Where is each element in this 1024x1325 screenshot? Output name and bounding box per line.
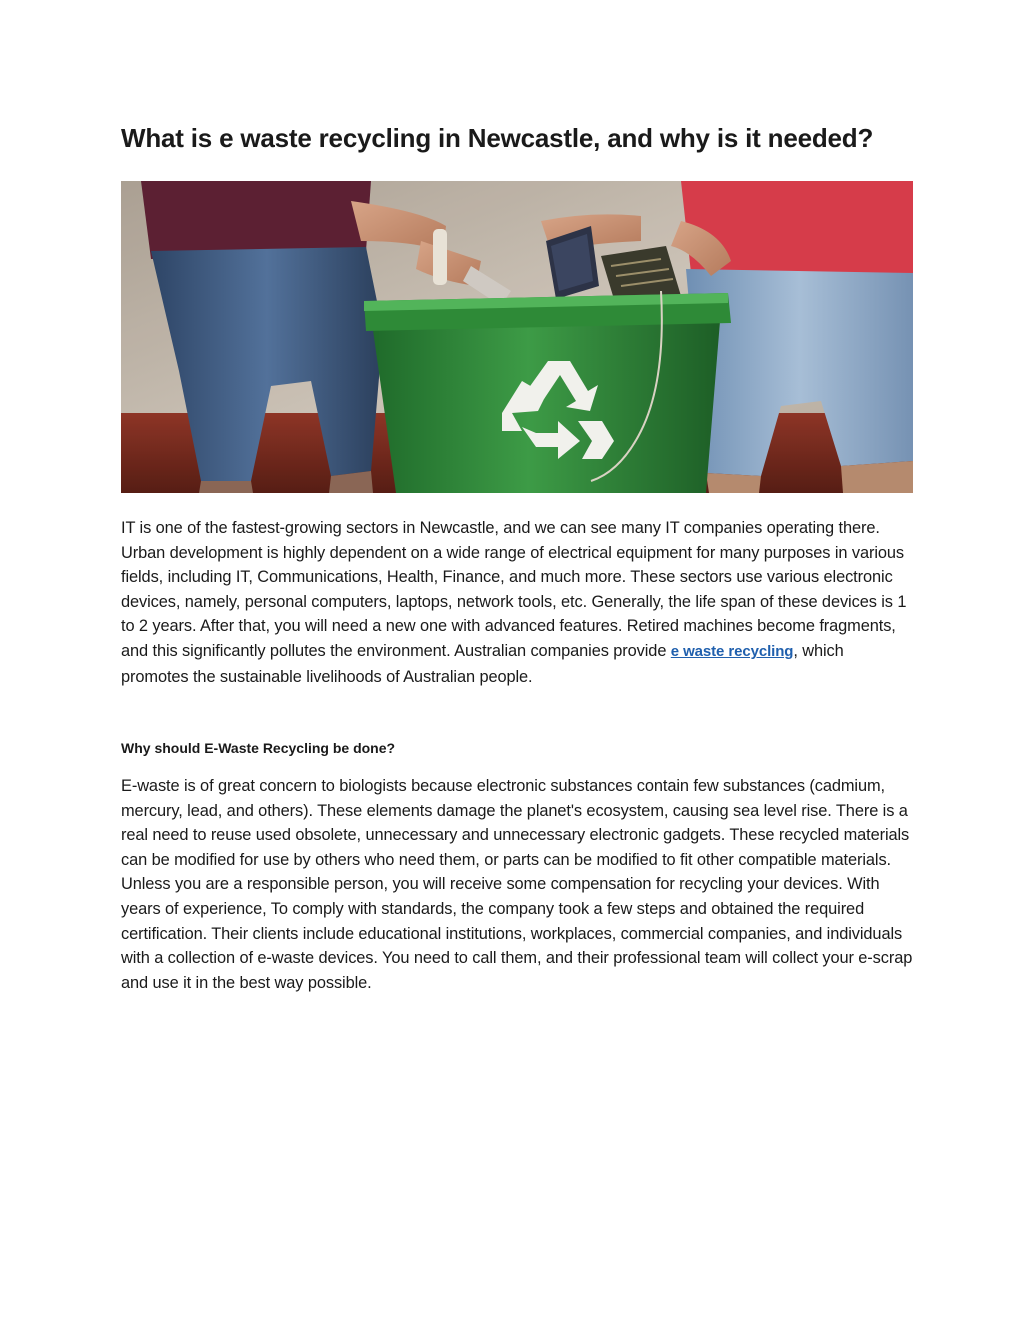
intro-paragraph [121,516,913,689]
e-waste-recycling-link[interactable]: e waste recycling [670,642,794,660]
intro-text-before-link: IT is one of the fastest-growing sectors in Newcastle, and we can see many IT companies operating there. Urban development is highly dependent on a wide range of electrical equipment for many purposes in various fields, including IT, Communications, Health, Finance, and much more. These sectors use various electronic devices, namely, personal computers, laptops, network tools, etc. Generally, the life span of these devices is 1 to 2 years. After that, you will need a new one with advanced features. Retired machines become fragments, and this significantly pollutes the environment. Australian companies provide [121,519,907,660]
page-title: What is e waste recycling in Newcastle, and why is it needed? [121,123,874,153]
hero-image [121,181,913,493]
section-heading: Why should E-Waste Recycling be done? [121,740,396,756]
intro-text-after-link: , which promotes the sustainable livelihoods of Australian people. [121,641,844,686]
body-paragraph: E-waste is of great concern to biologists because electronic substances contain few substances (cadmium, mercury, lead, and others). These elements damage the planet's ecosystem, causing sea level rise. There is a real need to reuse used obsolete, unnecessary and unnecessary electronic gadgets. These recycled materials can be modified for use by others who need them, or parts can be modified to fit other compatible materials. Unless you are a responsible person, you will receive some compensation for recycling your devices. With years of experience, To comply with standards, the company took a few steps and obtained the required certification. Their clients include educational institutions, workplaces, commercial companies, and individuals with a collection of e-waste devices. You need to call them, and their professional team will collect your e-scrap and use it in the best way possible. [121,777,913,992]
